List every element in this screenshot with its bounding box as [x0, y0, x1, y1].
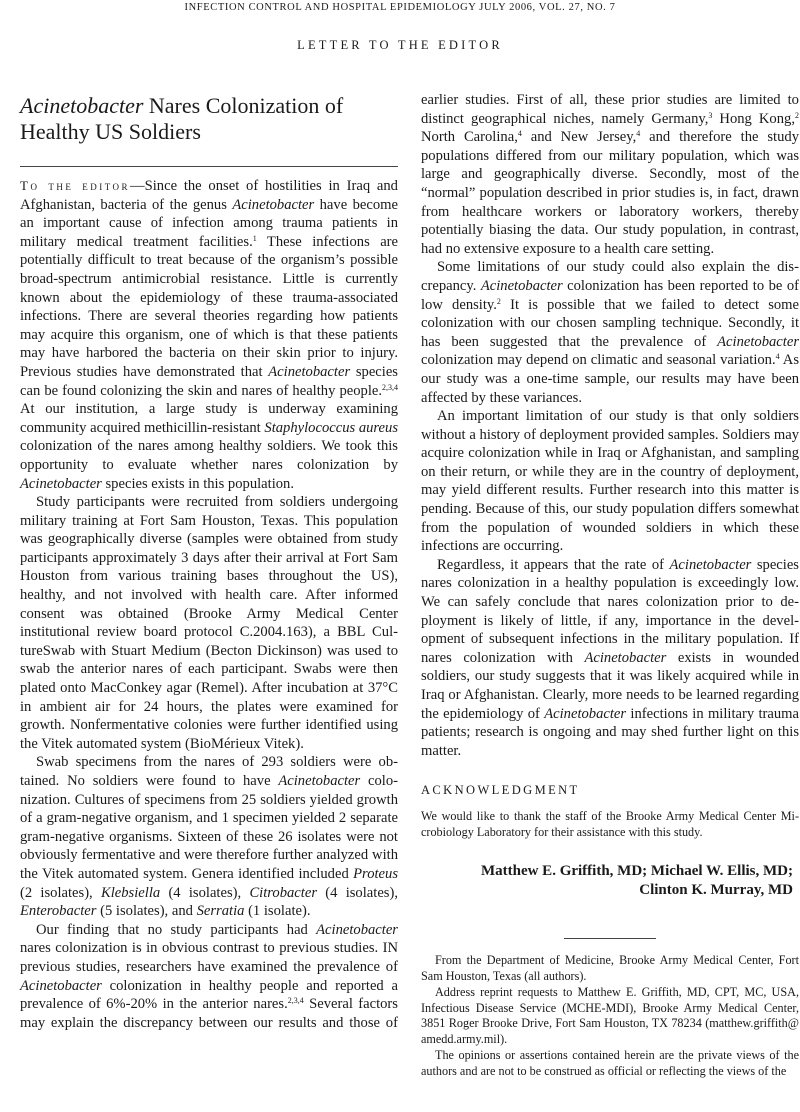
- italic-term: Citrobacter: [249, 884, 317, 901]
- paragraph-2: Study participants were recruited from soldiers undergoing military training at Fort Sam Houston, Texas. This population was geographically diverse (samples were obtained from study participants approximately 3 days after their arrival at Fort Sam Houston from various training bases throughout the US), healthy, and not involved with health care. After informed consent was obtained (Brooke Army Medical Center institutional review board protocol C.2004.163), a BBL CultureSwab with Stuart Medium (Becton Dickinson) was used to swab the anterior nares of each participant. Swabs were then plated onto MacConkey agar (Remel). After incubation at 37°C in ambient air for 24 hours, the plates were examined for growth. Nonfermentative colonies were further identified using the Vitek automated system (BioMérieux Vitek).: [20, 494, 398, 752]
- italic-term: Acinetobacter: [20, 977, 102, 994]
- paragraph-6: An important limitation of our study is that only soldiers without a history of deployment provided samples. Soldiers may acquire colonization while in Iraq or Afghanistan, and sampling on their return, or while they are in the country of deployment, may yield different results. Further research into this matter is pending. Because of this, our study population differs somewhat from the population of wounded soldiers in which these infections are occurring.: [421, 408, 799, 555]
- paragraph-5: Some limitations of our study could also explain the discrepancy. Acinetobacter colonization has been reported to be of low density.$^2$ It is possible that we failed to detect some colonization with our chosen sampling technique. Secondly, it has been suggested that the prevalence of Acinetobacter colonization may depend on climatic and seasonal variation.$^4$ As our study was a one-time sample, our results may have been affected by these variances.: [421, 259, 799, 406]
- footnote-reprint-address: Address reprint requests to Matthew E. Griffith, MD, CPT, MC, USA, Infectious Disease Service (MCHE-MDI), Brooke Army Medical Center, 3851 Roger Brooke Drive, Fort Sam Houston, TX 78234 (matthew.griffith@ amedd.army.mil).: [421, 985, 799, 1046]
- citation-superscript: 2,3,4: [382, 382, 398, 392]
- italic-term: Acinetobacter: [669, 556, 752, 573]
- italic-term: Acinetobacter: [268, 363, 351, 380]
- citation-superscript: 4: [775, 352, 780, 362]
- citation-superscript: 2: [496, 296, 501, 306]
- acknowledgment-text: We would like to thank the staff of the Brooke Army Medical Center Microbiology Laboratory for their assistance with this study.: [421, 809, 799, 840]
- paragraph-4-continuation: earlier studies. First of all, these prior studies are limited to distinct geographical niches, namely Germany,$^3$ Hong Kong,$^2$ North Carolina,$^4$ and New Jersey,$^4$ and therefore the study populations differed from our military population, which was large and geographically diverse. Secondly, most of the “normal” population described in prior studies is, in fact, drawn from healthcare workers or laboratory workers, thereby potentially biasing the data. Our study population, in contrast, had no extensive exposure to a health care setting.: [421, 92, 800, 257]
- footnotes: [421, 953, 799, 1079]
- footnote-affiliation: From the Department of Medicine, Brooke Army Medical Center, Fort Sam Houston, Texas (all authors).: [421, 953, 799, 983]
- article-title-rest: Nares Colonization of Healthy US Soldiers: [20, 93, 344, 144]
- italic-term: Acinetobacter: [544, 705, 627, 722]
- italic-term: Acinetobacter: [232, 196, 315, 213]
- italic-term: Acinetobacter: [20, 475, 102, 492]
- citation-superscript: 1: [252, 233, 257, 243]
- paragraph-1-body: —Since the onset of hostilities in Iraq and Afghanistan, bacteria of the genus Acinetobacter have become an important cause of infection among trauma patients in military medical treatment facilities.$^1$ These infections are potentially difficult to treat because of the organism’s possible broad-spectrum antimicrobial resistance. Little is currently known about the epidemiology of these trauma-associated infections. There are several theories regarding how patients may acquire this organism, one of which is that these patients may have harbored the bacteria on their skin prior to injury. Previous studies have demonstrated that Acinetobacter species can be found colonizing the skin and nares of healthy people.$^{2,3,4}$ At our institution, a large study is underway examining community acquired methicillin-resistant Staphylococcus aureus colonization of the nares among healthy soldiers. We took this opportunity to evaluate whether nares colonization by Acinetobacter species exists in this population.: [20, 178, 399, 492]
- article-title-italic: Acinetobacter: [20, 93, 144, 118]
- citation-superscript: 3: [708, 110, 713, 120]
- footnote-disclaimer: The opinions or assertions contained herein are the private views of the authors and are not to be construed as official or reflecting the views of the: [421, 1048, 799, 1078]
- italic-term: Acinetobacter: [316, 921, 398, 938]
- italic-term: Acinetobacter: [584, 649, 667, 666]
- paragraph-3: Swab specimens from the nares of 293 soldiers were obtained. No soldiers were found to have Acinetobacter colonization. Cultures of specimens from 25 soldiers yielded growth of a gram-negative organism, and 1 specimen yielded 2 separate gram-negative organisms. Sixteen of these 26 isolates were not obviously fermentative and were therefore further analyzed with the Vitek automated system. Genera identified included Proteus (2 isolates), Klebsiella (4 isolates), Citrobacter (4 isolates), Enterobacter (5 isolates), and Serratia (1 isolate).: [20, 754, 398, 920]
- author-byline: [421, 862, 799, 900]
- footnote-rule: [564, 938, 656, 939]
- italic-term: Staphylococcus aureus: [264, 419, 399, 436]
- italic-term: Klebsiella: [100, 884, 161, 901]
- article-title: [20, 93, 402, 145]
- italic-term: Acinetobacter: [717, 333, 799, 350]
- acknowledgment-heading: ACKNOWLEDGMENT: [421, 783, 580, 798]
- italic-term: Proteus: [353, 865, 398, 882]
- citation-superscript: 4: [517, 129, 522, 139]
- running-head: INFECTION CONTROL AND HOSPITAL EPIDEMIOLOGY JULY 2006, VOL. 27, NO. 7: [184, 2, 616, 13]
- left-column: [20, 177, 398, 1032]
- italic-term: Acinetobacter: [278, 773, 361, 789]
- section-heading: LETTER TO THE EDITOR: [297, 38, 503, 52]
- opening-smallcaps: To the editor: [20, 178, 131, 193]
- paragraph-7: Regardless, it appears that the rate of Acinetobacter species nares colonization in a healthy population is exceedingly low. We can safely conclude that nares colonization prior to deployment is likely of little, if any, importance in the development of subsequent infections in the military population. If nares colonization with Acinetobacter exists in wounded soldiers, our study suggests that it was likely acquired while in Iraq or Afghanistan. Clearly, more needs to be learned regarding the epidemiology of Acinetobacter infections in military trauma patients; research is ongoing and may shed further light on this matter.: [421, 556, 799, 759]
- authors-line-2: Clinton K. Murray, MD: [639, 882, 793, 899]
- authors-line-1: Matthew E. Griffith, MD; Michael W. Ellis, MD;: [480, 863, 793, 880]
- title-rule: [20, 166, 398, 167]
- citation-superscript: 2: [794, 110, 799, 120]
- italic-term: Enterobacter: [20, 903, 97, 920]
- paragraph-1: [20, 177, 398, 493]
- right-column: [421, 91, 799, 1080]
- italic-term: Serratia: [196, 903, 245, 920]
- citation-superscript: 2,3,4: [287, 996, 304, 1006]
- citation-superscript: 4: [636, 129, 641, 139]
- paragraph-4: Our finding that no study participants had Acinetobacter nares colonization is in obvious contrast to previous studies. IN previous studies, researchers have examined the prevalence of Acinetobacter colonization in healthy people and reported a prevalence of 6%-20% in the anterior nares.$^{2,3,4}$ Several factors may explain the discrepancy between our results and those of: [20, 921, 399, 1031]
- italic-term: Acinetobacter: [480, 277, 563, 294]
